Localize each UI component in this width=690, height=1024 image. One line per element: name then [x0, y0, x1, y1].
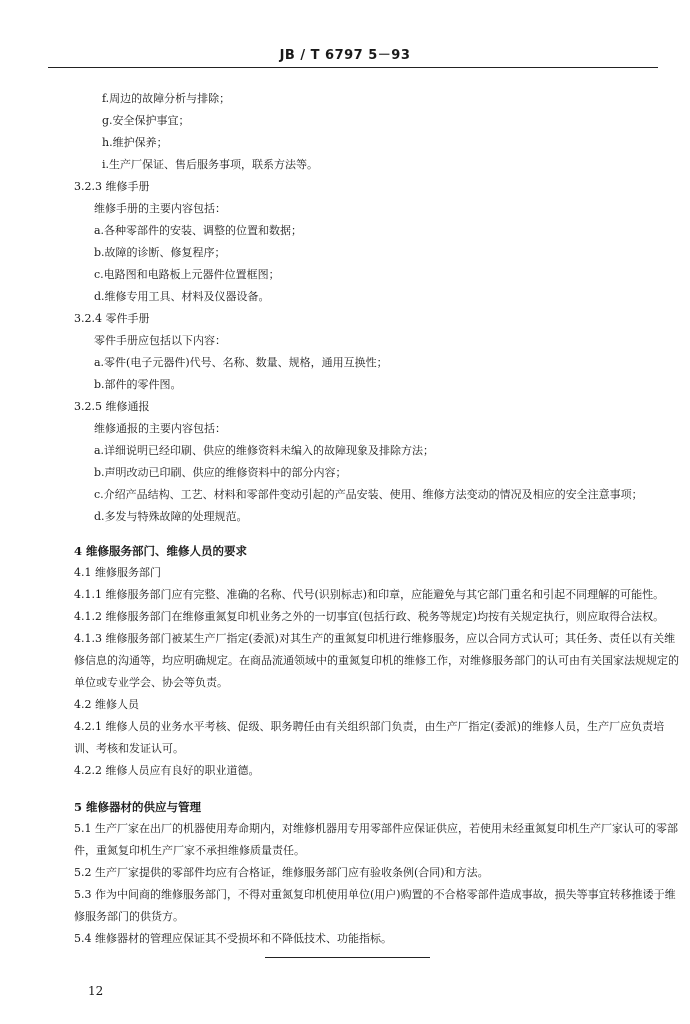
- list-item: d.多发与特殊故障的处理规范。: [94, 510, 248, 523]
- header-rule: [48, 67, 658, 68]
- list-item: h.维护保养；: [102, 136, 168, 149]
- section-heading-3-2-5: 3.2.5 维修通报: [74, 400, 150, 413]
- page-number: 12: [88, 984, 104, 998]
- paragraph-5-2: 5.2 生产厂家提供的零部件均应有合格证，维修服务部门应有验收条例(合同)和方法。: [74, 866, 489, 879]
- section-intro: 维修手册的主要内容包括：: [94, 202, 226, 215]
- list-item: a.各种零部件的安装、调整的位置和数据；: [94, 224, 303, 237]
- list-item: b.声明改动已印刷、供应的维修资料中的部分内容；: [94, 466, 347, 479]
- section-heading-5: 5 维修器材的供应与管理: [74, 800, 202, 814]
- paragraph-4-1-1: 4.1.1 维修服务部门应有完整、准确的名称、代号(识别标志)和印章，应能避免与其它部门重名和引起不同理解的可能性。: [74, 588, 665, 601]
- list-item: i.生产厂保证、售后服务事项，联系方法等。: [102, 158, 319, 171]
- list-item: b.故障的诊断、修复程序；: [94, 246, 226, 259]
- paragraph-5-1: 5.1 生产厂家在出厂的机器使用寿命期内，对维修机器用专用零部件应保证供应，若使用未经重氮复印机生产厂家认可的零部件，重氮复印机生产厂家不承担维修质量责任。: [74, 822, 678, 857]
- paragraph-5-3: 5.3 作为中间商的维修服务部门，不得对重氮复印机使用单位(用户)购置的不合格零部件造成事故，损失等事宜转移推诿于维修服务部门的供货方。: [74, 888, 676, 923]
- paragraph-4-2-1: 4.2.1 维修人员的业务水平考核、促级、职务聘任由有关组织部门负责，由生产厂指定(委派)的维修人员，生产厂应负责培训、考核和发证认可。: [74, 720, 665, 755]
- paragraph-4-2-2: 4.2.2 维修人员应有良好的职业道德。: [74, 764, 260, 777]
- list-item: a.零件(电子元器件)代号、名称、数量、规格，通用互换性；: [94, 356, 388, 369]
- paragraph-4-1-2: 4.1.2 维修服务部门在维修重氮复印机业务之外的一切事宜(包括行政、税务等规定)均按有关规定执行，则应取得合法权。: [74, 610, 665, 623]
- section-intro: 零件手册应包括以下内容：: [94, 334, 226, 347]
- list-item: g.安全保护事宜；: [102, 114, 190, 127]
- list-item: a.详细说明已经印刷、供应的维修资料未编入的故障现象及排除方法；: [94, 444, 435, 457]
- section-heading-4: 4 维修服务部门、维修人员的要求: [74, 544, 248, 558]
- section-heading-3-2-4: 3.2.4 零件手册: [74, 312, 150, 325]
- subsection-heading-4-2: 4.2 维修人员: [74, 698, 139, 711]
- list-item: b.部件的零件图。: [94, 378, 182, 391]
- list-item: c.电路图和电路板上元器件位置框图；: [94, 268, 280, 281]
- list-item: f.周边的故障分析与排除；: [102, 92, 231, 105]
- standard-code-header: JB / T 6797 5－93: [279, 48, 411, 63]
- paragraph-4-1-3: 4.1.3 维修服务部门被某生产厂指定(委派)对其生产的重氮复印机进行维修服务，应以合同方式认可；其任务、责任以有关维修信息的沟通等，均应明确规定。在商品流通领域中的重氮复印机的维修工作，对维修服务部门的认可由有关国家法规规定的单位或专业学会、协会等负责。: [74, 632, 679, 689]
- document-body: [74, 88, 682, 950]
- paragraph-5-4: 5.4 维修器材的管理应保证其不受损坏和不降低技术、功能指标。: [74, 932, 392, 945]
- section-intro: 维修通报的主要内容包括：: [94, 422, 226, 435]
- section-heading-3-2-3: 3.2.3 维修手册: [74, 180, 150, 193]
- footer-rule: [265, 957, 430, 958]
- list-item: c.介绍产品结构、工艺、材料和零部件变动引起的产品安装、使用、维修方法变动的情况及相应的安全注意事项；: [94, 488, 643, 501]
- subsection-heading-4-1: 4.1 维修服务部门: [74, 566, 161, 579]
- list-item: d.维修专用工具、材料及仪器设备。: [94, 290, 270, 303]
